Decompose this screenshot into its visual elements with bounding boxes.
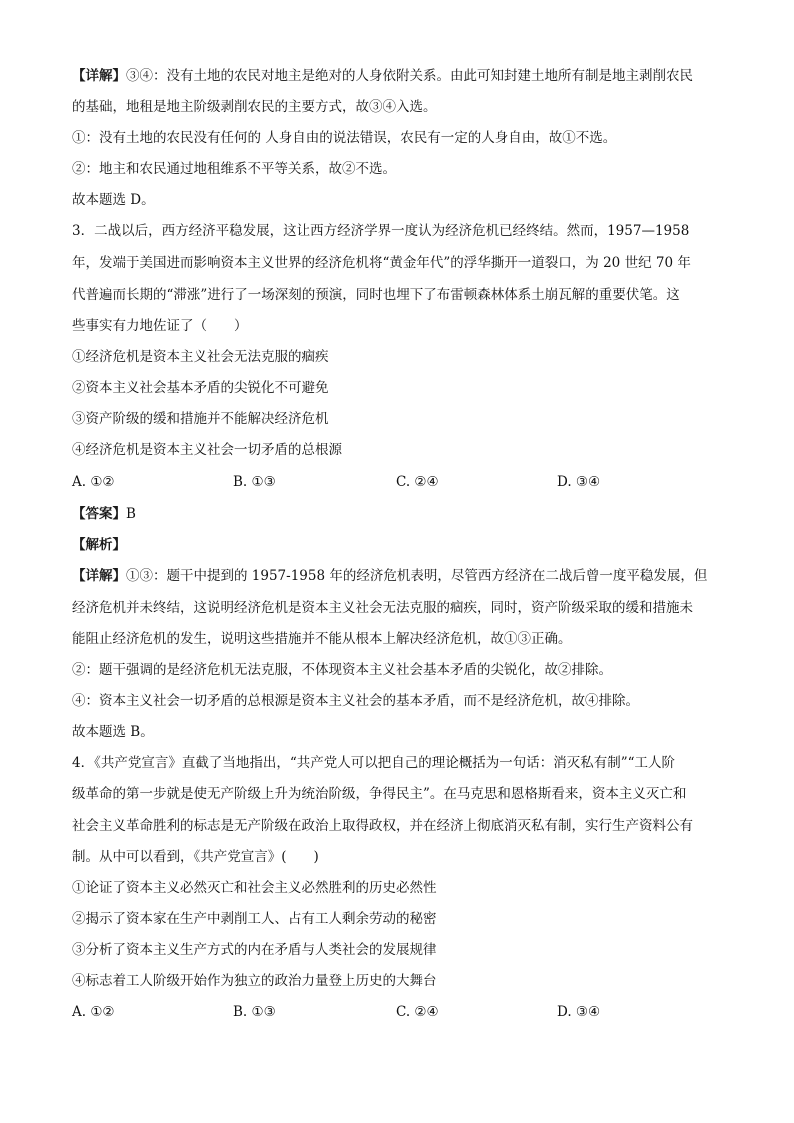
detail-label: 【详解】 xyxy=(72,68,126,84)
q3-analysis xyxy=(72,535,732,555)
q3-detail-line-3: 能阻止经济危机的发生，说明这些措施并不能从根本上解决经济危机，故①③正确。 xyxy=(72,631,572,647)
q3-stem-line-1: 3．二战以后，西方经济平稳发展，这让西方经济学界一度认为经济危机已经终结。然而，1957—1958 xyxy=(72,223,690,239)
detail-paragraph-1 xyxy=(72,66,732,86)
q4-statement-3: ③分析了资本主义生产方式的内在矛盾与人类社会的发展规律 xyxy=(72,942,437,958)
q4-stem-line-3: 社会主义革命胜利的标志是无产阶级在政治上取得政权，并在经济上彻底消灭私有制，实行生产资料公有 xyxy=(72,818,693,834)
q4-option-c: C. ②④ xyxy=(396,1004,439,1020)
q3-point-2: ②：题干强调的是经济危机无法克服，不体现资本主义社会基本矛盾的尖锐化，故②排除。 xyxy=(72,662,612,678)
q3-option-c: C. ②④ xyxy=(396,474,439,490)
q4-stem-line-1: 4．《共产党宣言》直截了当地指出，“共产党人可以把自己的理论概括为一句话：消灭私有制”“工人阶 xyxy=(72,755,676,771)
q3-answer xyxy=(72,504,732,524)
q3-stem-line-2: 年，发端于美国进而影响资本主义世界的经济危机将“黄金年代”的浮华撕开一道裂口，为 20 世纪 70 年 xyxy=(72,255,691,271)
q4-option-d: D. ③④ xyxy=(557,1004,601,1020)
q4-stem-line-4: 制。从中可以看到，《共产党宣言》( ) xyxy=(72,849,319,865)
q3-option-a: A. ①② xyxy=(72,474,115,490)
q4-statement-2: ②揭示了资本家在生产中剥削工人、占有工人剩余劳动的秘密 xyxy=(72,911,437,927)
analysis-label: 【解析】 xyxy=(72,537,126,553)
q3-option-d: D. ③④ xyxy=(557,474,601,490)
q3-option-b: B. ①③ xyxy=(233,474,276,490)
detail-point-2: ②：地主和农民通过地租维系不平等关系，故②不选。 xyxy=(72,161,396,177)
q3-detail-text-1: ①③：题干中提到的 1957-1958 年的经济危机表明，尽管西方经济在二战后曾一度平稳发展，但 xyxy=(126,568,708,584)
q3-point-4: ④：资本主义社会一切矛盾的总根源是资本主义社会的基本矛盾，而不是经济危机，故④排除。 xyxy=(72,693,639,709)
answer-value: B xyxy=(126,506,136,522)
q4-option-a: A. ①② xyxy=(72,1004,115,1020)
q4-stem-line-2: 级革命的第一步就是使无产阶级上升为统治阶级，争得民主”。在马克思和恩格斯看来，资本主义灭亡和 xyxy=(72,786,687,802)
detail-point-1: ①：没有土地的农民没有任何的 人身自由的说法错误，农民有一定的人身自由，故①不选。 xyxy=(72,130,617,146)
q3-detail-line-1 xyxy=(72,566,732,586)
q3-statement-1: ①经济危机是资本主义社会无法克服的痼疾 xyxy=(72,349,329,365)
detail-text: ③④：没有土地的农民对地主是绝对的人身依附关系。由此可知封建土地所有制是地主剥削农民 xyxy=(126,68,693,84)
detail-paragraph-1-cont: 的基础，地租是地主阶级剥削农民的主要方式，故③④入选。 xyxy=(72,99,437,115)
conclusion-1: 故本题选 D。 xyxy=(72,192,155,208)
q3-stem-line-3: 代普遍而长期的“滞涨”进行了一场深刻的预演，同时也埋下了布雷顿森林体系土崩瓦解的重要伏笔。这 xyxy=(72,287,680,303)
q3-conclusion: 故本题选 B。 xyxy=(72,724,154,740)
answer-label: 【答案】 xyxy=(72,506,126,522)
q4-option-b: B. ①③ xyxy=(233,1004,276,1020)
q3-statement-3: ③资产阶级的缓和措施并不能解决经济危机 xyxy=(72,411,329,427)
q3-stem-line-4: 些事实有力地佐证了（ ） xyxy=(72,318,248,334)
q3-detail-line-2: 经济危机并未终结，这说明经济危机是资本主义社会无法克服的痼疾，同时，资产阶级采取的缓和措施未 xyxy=(72,600,693,616)
q4-statement-1: ①论证了资本主义必然灭亡和社会主义必然胜利的历史必然性 xyxy=(72,880,437,896)
q3-statement-4: ④经济危机是资本主义社会一切矛盾的总根源 xyxy=(72,442,342,458)
q3-statement-2: ②资本主义社会基本矛盾的尖锐化不可避免 xyxy=(72,380,329,396)
q4-statement-4: ④标志着工人阶级开始作为独立的政治力量登上历史的大舞台 xyxy=(72,973,437,989)
q3-detail-label: 【详解】 xyxy=(72,568,126,584)
